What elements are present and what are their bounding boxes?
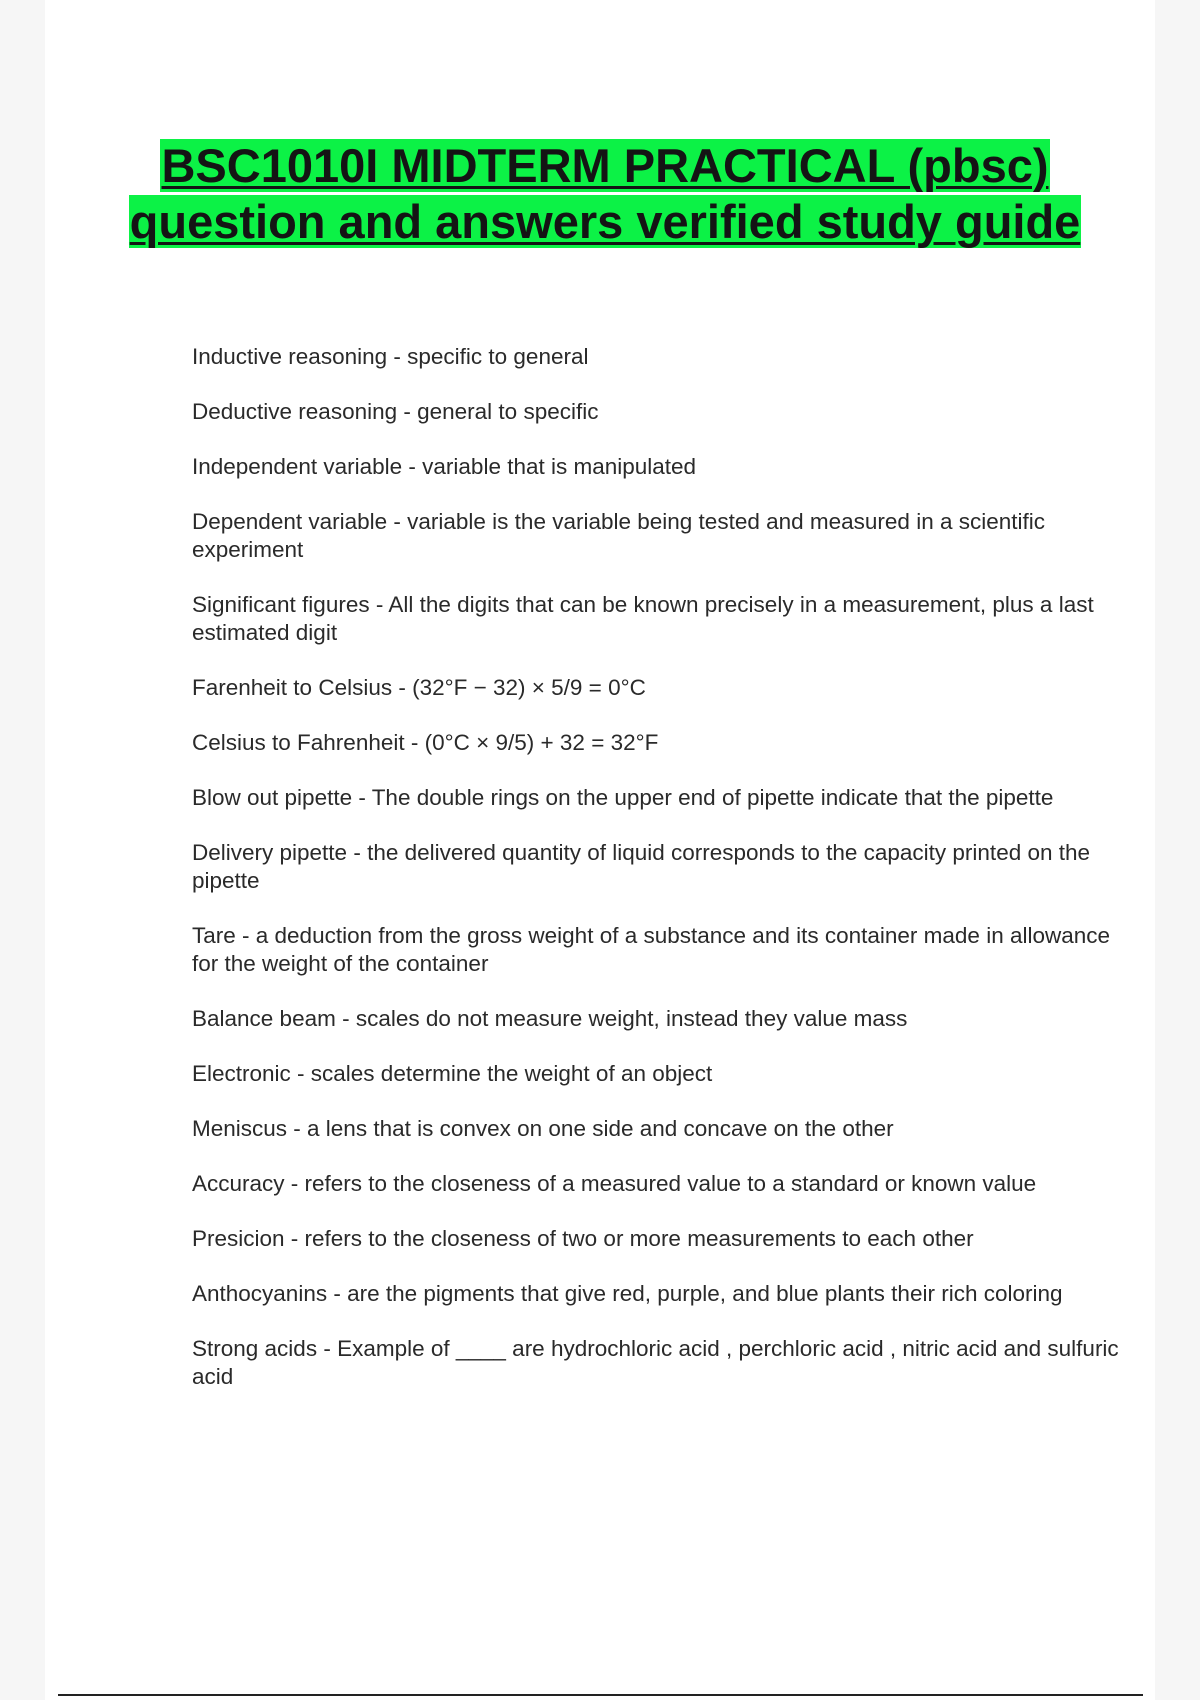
list-item: Inductive reasoning - specific to general <box>192 344 589 369</box>
list-item: Presicion - refers to the closeness of two or more measurements to each other <box>192 1226 974 1251</box>
qa-list <box>192 343 1132 1418</box>
list-item: Tare - a deduction from the gross weight of a substance and its container made in allowance for the weight of the container <box>192 923 1111 976</box>
list-item: Strong acids - Example of ____ are hydrochloric acid , perchloric acid , nitric acid and sulfuric acid <box>192 1336 1119 1389</box>
title-highlight: BSC1010I MIDTERM PRACTICAL (pbsc) question and answers verified study guide <box>129 139 1081 248</box>
document-title <box>105 138 1105 250</box>
list-item: Dependent variable - variable is the variable being tested and measured in a scientific experiment <box>192 509 1046 562</box>
list-item: Blow out pipette - The double rings on the upper end of pipette indicate that the pipette <box>192 785 1054 810</box>
list-item: Accuracy - refers to the closeness of a measured value to a standard or known value <box>192 1171 1037 1196</box>
list-item: Meniscus - a lens that is convex on one side and concave on the other <box>192 1116 894 1141</box>
list-item: Significant figures - All the digits that can be known precisely in a measurement, plus a last estimated digit <box>192 592 1094 645</box>
list-item: Deductive reasoning - general to specific <box>192 399 599 424</box>
list-item: Delivery pipette - the delivered quantity of liquid corresponds to the capacity printed on the pipette <box>192 840 1091 893</box>
list-item: Farenheit to Celsius - (32°F − 32) × 5/9 = 0°C <box>192 675 646 700</box>
bottom-divider <box>58 1694 1143 1696</box>
document-page <box>45 0 1155 1700</box>
list-item: Celsius to Fahrenheit - (0°C × 9/5) + 32 = 32°F <box>192 730 659 755</box>
list-item: Electronic - scales determine the weight of an object <box>192 1061 713 1086</box>
list-item: Independent variable - variable that is manipulated <box>192 454 697 479</box>
list-item: Balance beam - scales do not measure weight, instead they value mass <box>192 1006 908 1031</box>
list-item: Anthocyanins - are the pigments that give red, purple, and blue plants their rich coloring <box>192 1281 1063 1306</box>
